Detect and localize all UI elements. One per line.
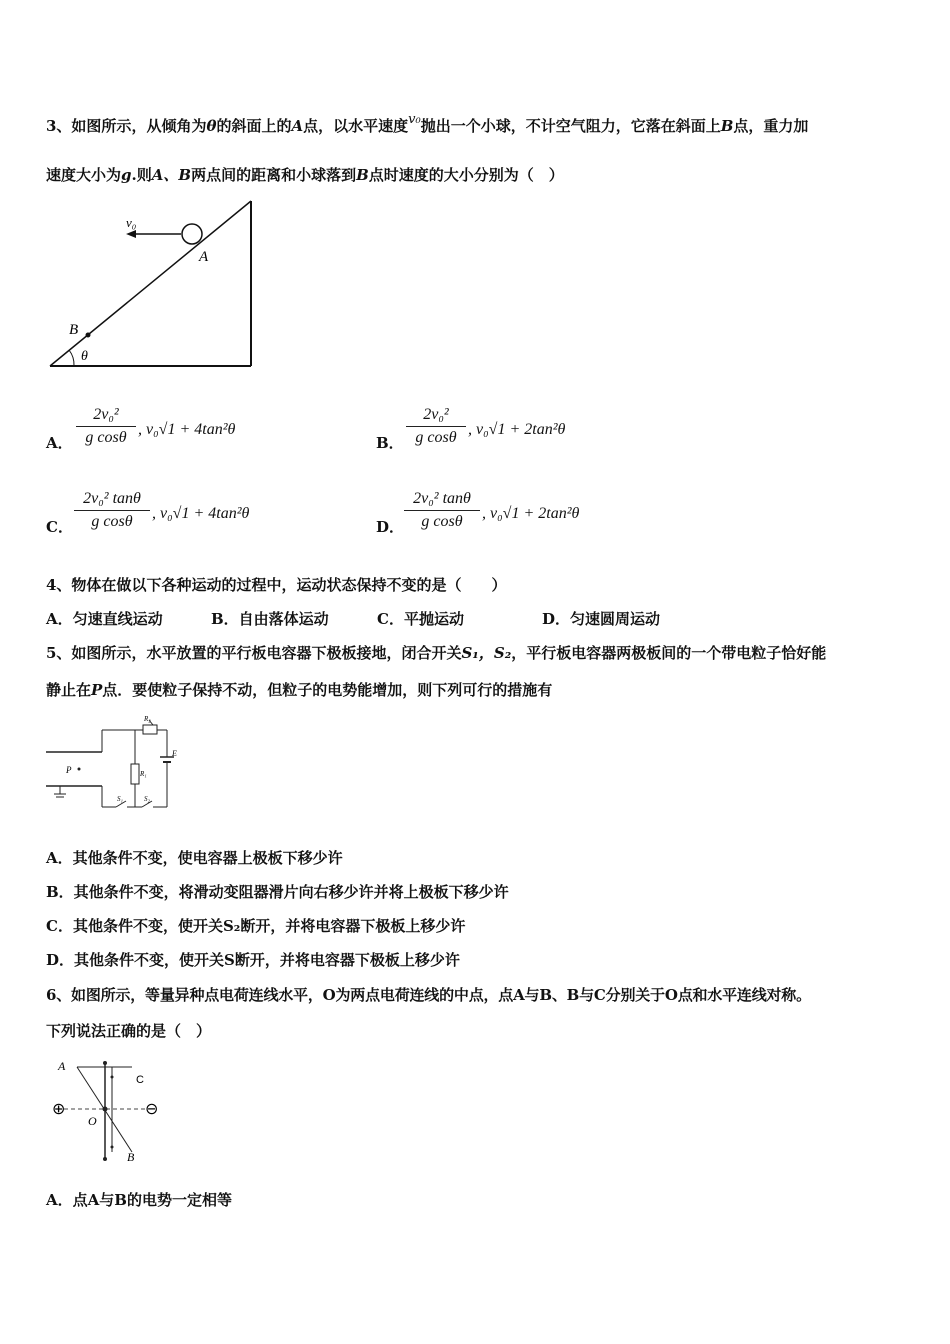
q3-v0: v₀ [408,112,421,127]
q3-text: .则 [131,166,152,184]
q3-line1 [46,112,809,138]
fraction-denominator: g cosθ [415,429,457,446]
axis-end-dot [103,1157,107,1161]
fraction-bar [404,510,480,511]
particle-p [78,768,81,771]
fraction-bar [406,426,466,427]
q5-text: 点．要使粒子保持不动，但粒子的电势能增加，则下列可行的措施有 [102,681,553,699]
negative-charge-icon: ⊖ [145,1099,159,1118]
q3-option-c-speed: , v₀√1 + 4tan²θ [152,505,250,522]
q3-text: 抛出一个小球，不计空气阻力，它落在斜面上 [420,117,721,135]
incline-slope [50,201,251,366]
q3-option-a-speed: , v₀√1 + 4tan²θ [138,421,236,438]
fig-e-label: E [172,749,177,758]
point-o-dot [103,1107,108,1112]
fraction-denominator: g cosθ [91,513,133,530]
q3-text: 点，重力加 [733,117,809,135]
q3-text: 速度大小为 [46,166,122,184]
q3-option-d-speed: , v₀√1 + 2tan²θ [482,505,580,522]
fig-b-label: B [69,322,79,338]
fig-r1-label: R₁ [140,770,147,778]
q3-text: 点时速度的大小分别为（ ） [368,166,564,184]
q3-point-b: B [720,117,734,135]
q6-charges-figure [44,1055,169,1165]
fig-p-label: P [66,765,72,775]
point-b-dot [86,333,91,338]
positive-charge-icon: ⊕ [52,1099,66,1118]
fig-a-label: A [199,249,209,265]
q3-ab: A、B [151,166,192,184]
q3-option-d-letter: D． [376,518,405,536]
fraction-numerator: 2v₀² tanθ [83,490,141,507]
q3-text: 的斜面上的 [216,117,292,135]
fraction-numerator: 2v₀² [423,406,449,423]
fraction-numerator: 2v₀² tanθ [413,490,471,507]
q3-option-c-fraction [74,490,150,531]
point-b-dot [111,1146,114,1149]
q3-option-b-letter: B． [376,434,404,452]
q6-option-a: A．点A与B的电势一定相等 [46,1191,232,1209]
q5-text: ，平行板电容器两极板间的一个带电粒子恰好能 [511,644,827,662]
fig-s2-label: S₂ [144,795,150,803]
q3-option-c-letter: C． [46,518,73,536]
q3-option-b-fraction [406,406,466,447]
q3-b: B [356,166,369,184]
resistor-r1 [131,764,139,784]
angle-arc [69,350,74,366]
q5-p: P [91,681,103,699]
fraction-denominator: g cosθ [421,513,463,530]
fig-theta-label: θ [81,349,88,364]
q3-option-a-fraction [76,406,136,447]
fig-r2-label: R₂ [144,715,151,723]
q6-line1: 6、如图所示，等量异种点电荷连线水平，O为两点电荷连线的中点，点A与B、B与C分别关于O点和水平连线对称。 [46,986,811,1004]
q5-text: 5、如图所示，水平放置的平行板电容器下极板接地，闭合开关 [46,644,462,662]
q3-line2 [46,165,564,185]
fraction-numerator: 2v₀² [93,406,119,423]
fig-o-label: O [88,1114,97,1128]
q4-stem: 4、物体在做以下各种运动的过程中，运动状态保持不变的是（ ） [46,576,507,594]
velocity-arrowhead [126,230,136,238]
q3-incline-figure [44,195,259,373]
fig-v0-label: v₀ [126,215,137,230]
q5-option-d: D．其他条件不变，使开关S断开，并将电容器下极板上移少许 [46,951,460,969]
axis-end-dot [103,1061,107,1065]
q3-text: 两点间的距离和小球落到 [191,166,357,184]
fraction-bar [74,510,150,511]
q5-option-a: A．其他条件不变，使电容器上极板下移少许 [46,849,343,867]
fig-s1-label: S₁ [117,795,123,803]
q5-circuit-figure [44,712,189,810]
q3-theta: θ [206,117,217,135]
q5-switches: S₁，S₂ [461,644,512,662]
q5-line2 [46,680,552,700]
fraction-bar [76,426,136,427]
q5-line1 [46,643,826,663]
resistor-r2 [143,725,157,734]
q5-option-c: C．其他条件不变，使开关S₂断开，并将电容器下极板上移少许 [46,917,466,935]
q3-option-b-speed: , v₀√1 + 2tan²θ [468,421,566,438]
ball [182,224,202,244]
fraction-denominator: g cosθ [85,429,127,446]
q5-text: 静止在 [46,681,92,699]
fig-a-label: A [58,1059,66,1073]
fig-b-label: B [127,1150,135,1164]
q6-line2: 下列说法正确的是（ ） [46,1022,212,1040]
fig-c-label: C [136,1074,144,1086]
q4-option-c: C．平抛运动 [377,610,464,628]
q3-text: 3、如图所示，从倾角为 [46,117,207,135]
q3-g: g [121,166,132,184]
q3-option-d-fraction [404,490,480,531]
q4-option-d: D．匀速圆周运动 [542,610,661,628]
q4-option-b: B．自由落体运动 [211,610,329,628]
q5-option-b: B．其他条件不变，将滑动变阻器滑片向右移少许并将上极板下移少许 [46,883,509,901]
q3-text: 点，以水平速度 [303,117,409,135]
q4-option-a: A．匀速直线运动 [46,610,163,628]
point-c-dot [111,1076,114,1079]
q3-option-a-letter: A． [46,434,73,452]
q3-point-a: A [291,117,304,135]
